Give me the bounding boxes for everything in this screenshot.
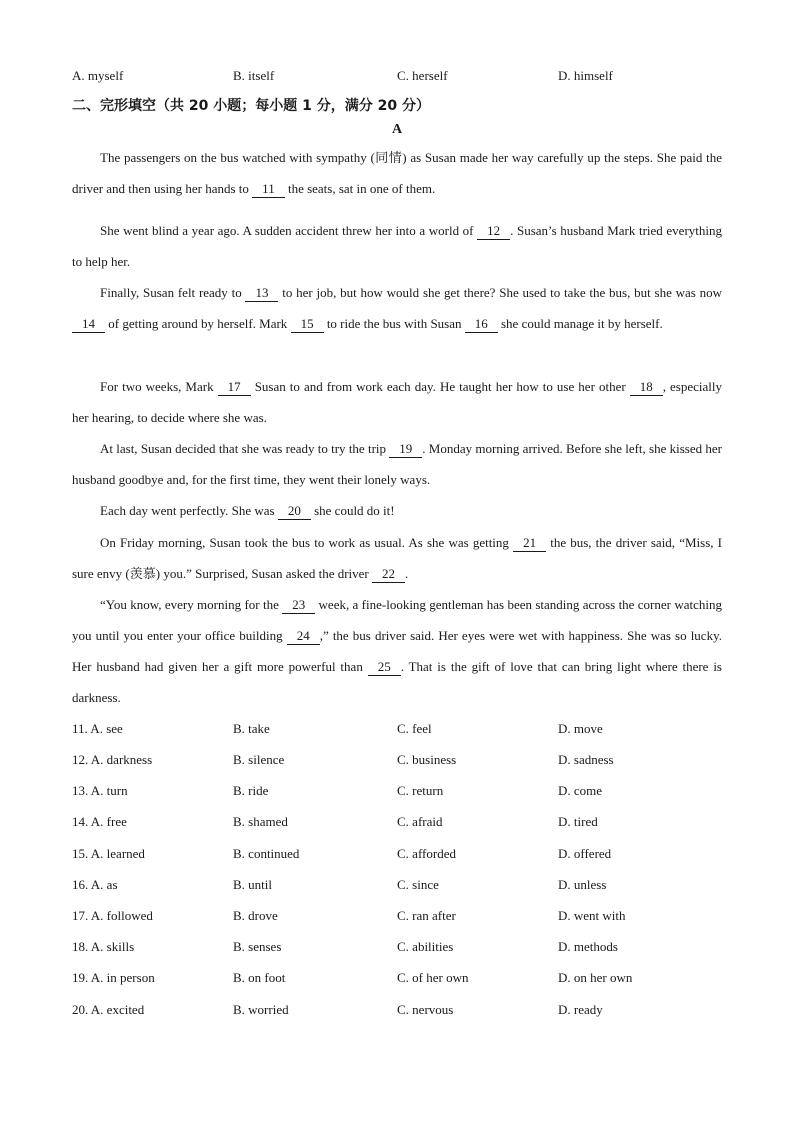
blank-25: 25: [368, 659, 401, 676]
option-c: C. since: [397, 877, 439, 892]
option-b: B. silence: [233, 752, 285, 767]
option-d: D. went with: [558, 908, 626, 923]
question-row-19: [72, 970, 732, 990]
question-row-18: [72, 939, 732, 959]
option-b: B. itself: [233, 68, 275, 83]
option-a: 19. A. in person: [72, 970, 155, 985]
option-a: 20. A. excited: [72, 1002, 145, 1017]
option-c: C. afraid: [397, 814, 443, 829]
paragraph-text: to ride the bus with Susan: [323, 316, 465, 331]
paragraph-text: she could do it!: [310, 503, 395, 518]
paragraph-7: [72, 527, 722, 589]
paragraph-6: [72, 495, 722, 526]
question-row-20: [72, 1002, 732, 1022]
option-b: B. until: [233, 877, 273, 892]
question-row-11: [72, 721, 732, 741]
paragraph-8: [72, 589, 722, 713]
option-b: B. continued: [233, 846, 300, 861]
option-b: B. on foot: [233, 970, 286, 985]
option-d: D. methods: [558, 939, 618, 954]
paragraph-text: She went blind a year ago. A sudden accident threw her into a world of: [100, 223, 478, 238]
paragraph-text: On Friday morning, Susan took the bus to work as usual. As she was getting: [100, 535, 514, 550]
option-c: C. ran after: [397, 908, 456, 923]
option-c: C. return: [397, 783, 444, 798]
paragraph-text: the bus, the driver said, “Miss, I sure envy (羡慕) you.” Surprised, Susan asked the driver: [72, 535, 722, 581]
blank-13: 13: [245, 285, 278, 302]
paragraph-text: she could manage it by herself.: [497, 316, 663, 331]
question-row-15: [72, 846, 732, 866]
option-d: D. tired: [558, 814, 598, 829]
paragraph-text: The passengers on the bus watched with sympathy (同情) as Susan made her way carefully up the steps. She paid the driver and then: [72, 150, 722, 196]
section-heading: 二、完形填空（共 20 小题；每小题 1 分，满分 20 分）: [72, 98, 430, 114]
option-a: 12. A. darkness: [72, 752, 153, 767]
paragraph-text: .: [405, 566, 409, 581]
paragraph-4: [72, 371, 722, 433]
paragraph-1: [72, 142, 722, 204]
option-d: D. himself: [558, 68, 613, 83]
option-a: 18. A. skills: [72, 939, 135, 954]
option-a: 13. A. turn: [72, 783, 128, 798]
option-d: D. come: [558, 783, 603, 798]
paragraph-text: “You know, every morning for the: [100, 597, 283, 612]
paragraph-text: . Susan’s husband Mark tried everything to help her.: [72, 223, 722, 269]
option-c: C. nervous: [397, 1002, 454, 1017]
option-b: B. senses: [233, 939, 282, 954]
blank-17: 17: [218, 379, 251, 396]
option-b: B. drove: [233, 908, 278, 923]
option-d: D. unless: [558, 877, 607, 892]
blank-20: 20: [278, 503, 311, 520]
option-a: 15. A. learned: [72, 846, 145, 861]
option-c: C. abilities: [397, 939, 454, 954]
paragraph-text: . Monday morning arrived. Before she left, she kissed her husband goodbye and, for the first time, they went their lonely ways.: [72, 441, 722, 487]
paragraph-text: Finally, Susan felt ready to: [100, 285, 246, 300]
paragraph-text: At last, Susan decided that she was ready to try the trip: [100, 441, 390, 456]
paragraph-text: using her hands to: [150, 181, 253, 196]
passage-title: A: [391, 122, 403, 137]
option-c: C. feel: [397, 721, 432, 736]
paragraph-text: For two weeks, Mark: [100, 379, 218, 394]
option-b: B. take: [233, 721, 270, 736]
paragraph-text: week, a fine-looking gentleman has been standing across the corner watching you until you enter your office building: [72, 597, 722, 643]
paragraph-5: [72, 433, 722, 495]
paragraph-2: [72, 215, 722, 277]
paragraph-3: [72, 277, 722, 339]
blank-24: 24: [287, 628, 320, 645]
option-d: D. move: [558, 721, 603, 736]
blank-11: 11: [252, 181, 285, 198]
blank-14: 14: [72, 316, 105, 333]
prev-question-options: [72, 68, 732, 88]
paragraph-text: the seats, sat in one of them.: [284, 181, 436, 196]
blank-23: 23: [282, 597, 315, 614]
option-c: C. herself: [397, 68, 448, 83]
question-row-13: [72, 783, 732, 803]
question-row-17: [72, 908, 732, 928]
option-a: A. myself: [72, 68, 124, 83]
blank-15: 15: [291, 316, 324, 333]
option-c: C. afforded: [397, 846, 456, 861]
option-a: 16. A. as: [72, 877, 118, 892]
blank-21: 21: [513, 535, 546, 552]
option-a: 17. A. followed: [72, 908, 153, 923]
question-row-16: [72, 877, 732, 897]
paragraph-text: Susan to and from work each day. He taught her how to use her other: [250, 379, 630, 394]
paragraph-text: to her job, but how would she get there? She used to take the bus, but she was now: [278, 285, 722, 300]
paragraph-text: , especially her hearing, to decide where she was.: [72, 379, 722, 425]
option-a: 14. A. free: [72, 814, 127, 829]
option-d: D. ready: [558, 1002, 603, 1017]
blank-22: 22: [372, 566, 405, 583]
paragraph-text: . That is the gift of love that can bring light where there is darkness.: [72, 659, 722, 705]
blank-12: 12: [477, 223, 510, 240]
option-d: D. on her own: [558, 970, 633, 985]
option-c: C. of her own: [397, 970, 469, 985]
option-d: D. offered: [558, 846, 612, 861]
question-row-12: [72, 752, 732, 772]
option-b: B. worried: [233, 1002, 289, 1017]
option-b: B. ride: [233, 783, 269, 798]
blank-18: 18: [630, 379, 663, 396]
question-row-14: [72, 814, 732, 834]
blank-19: 19: [389, 441, 422, 458]
option-a: 11. A. see: [72, 721, 123, 736]
blank-16: 16: [465, 316, 498, 333]
option-c: C. business: [397, 752, 457, 767]
paragraph-text: ,” the bus driver said. Her eyes were wet with happiness. She was so lucky. Her husband had given her a gift more powerful than: [72, 628, 722, 674]
option-b: B. shamed: [233, 814, 288, 829]
paragraph-text: of getting around by herself. Mark: [105, 316, 291, 331]
option-d: D. sadness: [558, 752, 614, 767]
paragraph-text: Each day went perfectly. She was: [100, 503, 278, 518]
